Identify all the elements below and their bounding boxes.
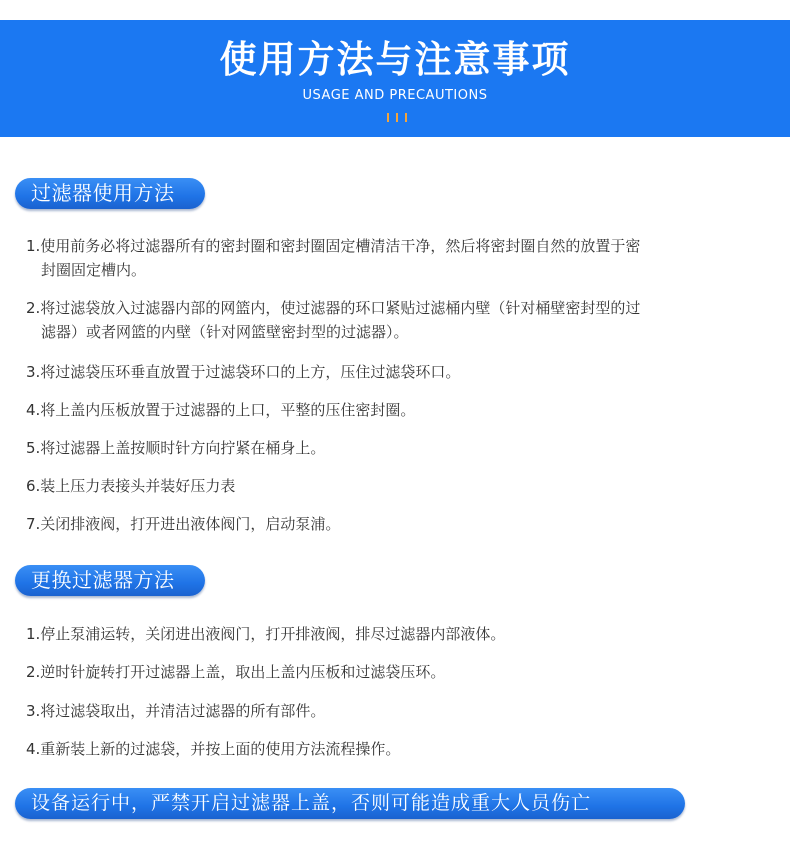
list-item-line: 6.装上压力表接头并装好压力表 [26, 477, 236, 495]
list-item-line: 滤器）或者网篮的内壁（针对网篮壁密封型的过滤器）。 [41, 323, 409, 341]
list-item-line: 2.将过滤袋放入过滤器内部的网篮内，使过滤器的环口紧贴过滤桶内壁（针对桶壁密封型的过 [26, 299, 641, 317]
list-item [26, 474, 766, 498]
list-item-line: 2.逆时针旋转打开过滤器上盖，取出上盖内压板和过滤袋压环。 [26, 663, 446, 681]
list-item [26, 398, 766, 422]
bar-mark [396, 113, 398, 122]
list-item-line: 4.重新装上新的过滤袋，并按上面的使用方法流程操作。 [26, 740, 401, 758]
list-item [26, 512, 766, 536]
list-item [26, 234, 766, 282]
header-banner [0, 20, 790, 137]
page-title: 使用方法与注意事项 [219, 38, 571, 81]
list-item [26, 737, 766, 761]
list-item-line: 4.将上盖内压板放置于过滤器的上口，平整的压住密封圈。 [26, 401, 416, 419]
usage-section-heading: 过滤器使用方法 [15, 178, 205, 209]
bar-mark [405, 113, 407, 122]
list-item [26, 699, 766, 723]
list-item-line: 1.停止泵浦运转，关闭进出液阀门，打开排液阀，排尽过滤器内部液体。 [26, 625, 506, 643]
safety-warning-banner: 设备运行中，严禁开启过滤器上盖，否则可能造成重大人员伤亡 [15, 788, 685, 819]
replace-section-heading: 更换过滤器方法 [15, 565, 205, 596]
decorative-bars-icon [385, 113, 409, 123]
bar-mark [387, 113, 389, 122]
page-subtitle: USAGE AND PRECAUTIONS [302, 88, 488, 103]
list-item [26, 296, 766, 344]
list-item [26, 436, 766, 460]
list-item-line: 封圈固定槽内。 [41, 261, 147, 279]
list-item-line: 3.将过滤袋取出，并清洁过滤器的所有部件。 [26, 702, 326, 720]
list-item-line: 3.将过滤袋压环垂直放置于过滤袋环口的上方，压住过滤袋环口。 [26, 363, 461, 381]
list-item [26, 622, 766, 646]
list-item-line: 7.关闭排液阀，打开进出液体阀门，启动泵浦。 [26, 515, 341, 533]
list-item-line: 5.将过滤器上盖按顺时针方向拧紧在桶身上。 [26, 439, 326, 457]
list-item-line: 1.使用前务必将过滤器所有的密封圈和密封圈固定槽清洁干净，然后将密封圈自然的放置于密 [26, 237, 641, 255]
list-item [26, 660, 766, 684]
list-item [26, 360, 766, 384]
